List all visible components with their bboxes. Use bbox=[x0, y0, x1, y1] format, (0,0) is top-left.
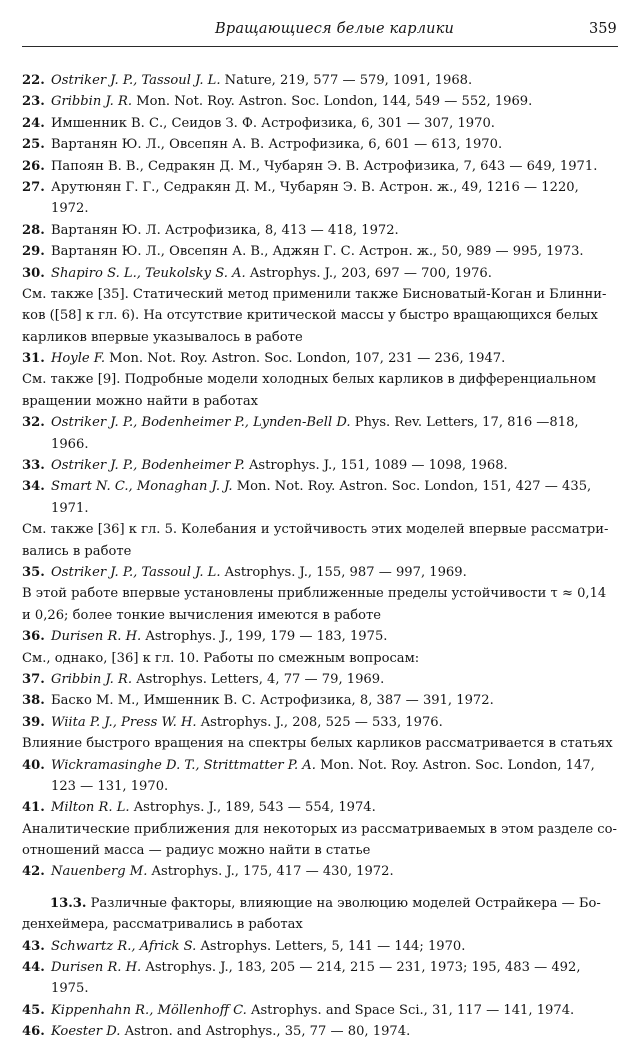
paragraph-line: и 0,26; более тонкие вычисления имеются в работе bbox=[22, 607, 382, 623]
reference-37: 37. Gribbin J. R. Astrophys. Letters, 4, 77 — 79, 1969. bbox=[22, 671, 385, 687]
reference-46: 46. Koester D. Astron. and Astrophys., 35, 77 — 80, 1974. bbox=[22, 1024, 411, 1040]
reference-authors: Shapiro S. L., Teukolsky S. A. bbox=[51, 265, 246, 281]
reference-29: 29. Вартанян Ю. Л., Овсепян А. В., Аджян Г. С. Астрон. ж., 50, 989 — 995, 1973. bbox=[22, 244, 584, 260]
reference-34-continued: 1971. bbox=[51, 500, 89, 516]
reference-26: 26. Папоян В. В., Седракян Д. М., Чубарян Э. В. Астрофизика, 7, 643 — 649, 1971. bbox=[22, 158, 598, 174]
paragraph-line: отношений масса — радиус можно найти в статье bbox=[22, 843, 371, 859]
reference-authors: Koester D. bbox=[51, 1024, 121, 1040]
reference-39: 39. Wiita P. J., Press W. H. Astrophys. J., 208, 525 — 533, 1976. bbox=[22, 714, 443, 730]
reference-44-continued: 1975. bbox=[51, 981, 89, 997]
reference-authors: Schwartz R., Africk S. bbox=[51, 938, 197, 954]
reference-32-continued: 1966. bbox=[51, 436, 89, 452]
reference-40: 40. Wickramasinghe D. T., Strittmatter P. A. Mon. Not. Roy. Astron. Soc. London, 147, bbox=[22, 757, 595, 773]
reference-44: 44. Durisen R. H. Astrophys. J., 183, 205 — 214, 215 — 231, 1973; 195, 483 — 492, bbox=[22, 960, 581, 976]
reference-authors: Nauenberg M. bbox=[51, 864, 148, 880]
reference-28: 28. Вартанян Ю. Л. Астрофизика, 8, 413 — 418, 1972. bbox=[22, 222, 399, 238]
reference-27-continued: 1972. bbox=[51, 201, 89, 217]
reference-authors: Gribbin J. R. bbox=[51, 94, 133, 110]
reference-list bbox=[22, 70, 618, 1043]
page-header bbox=[0, 21, 643, 43]
section-number: 13.3. bbox=[50, 895, 87, 911]
section-heading: 13.3. Различные факторы, влияющие на эволюцию моделей Острайкера — Бо- bbox=[50, 895, 601, 911]
reference-38: 38. Баско М. М., Имшенник В. С. Астрофизика, 8, 387 — 391, 1972. bbox=[22, 693, 494, 709]
reference-36: 36. Durisen R. H. Astrophys. J., 199, 179 — 183, 1975. bbox=[22, 629, 388, 645]
paragraph-line: В этой работе впервые установлены приближенные пределы устойчивости τ ≈ 0,14 bbox=[22, 586, 607, 602]
paragraph-line: Аналитические приближения для некоторых из рассматриваемых в этом разделе со- bbox=[22, 821, 617, 837]
reference-32: 32. Ostriker J. P., Bodenheimer P., Lynden-Bell D. Phys. Rev. Letters, 17, 816 —818, bbox=[22, 415, 579, 431]
reference-authors: Durisen R. H. bbox=[51, 629, 142, 645]
reference-35: 35. Ostriker J. P., Tassoul J. L. Astrophys. J., 155, 987 — 997, 1969. bbox=[22, 564, 467, 580]
section-spacer bbox=[22, 883, 618, 893]
section-heading-continued: денхеймера, рассматривались в работах bbox=[22, 917, 303, 933]
paragraph-line: См. также [35]. Статический метод применили также Бисноватый-Коган и Блинни- bbox=[22, 286, 607, 302]
reference-31: 31. Hoyle F. Mon. Not. Roy. Astron. Soc. London, 107, 231 — 236, 1947. bbox=[22, 351, 506, 367]
reference-40-continued: 123 — 131, 1970. bbox=[51, 778, 169, 794]
paragraph-line: См. также [36] к гл. 5. Колебания и устойчивость этих моделей впервые рассматри- bbox=[22, 522, 609, 538]
paragraph-line: См. также [9]. Подробные модели холодных белых карликов в дифференциальном bbox=[22, 372, 597, 388]
reference-authors: Smart N. C., Monaghan J. J. bbox=[51, 479, 233, 495]
reference-24: 24. Имшенник В. С., Сеидов З. Ф. Астрофизика, 6, 301 — 307, 1970. bbox=[22, 115, 495, 131]
reference-authors: Hoyle F. bbox=[51, 351, 106, 367]
reference-authors: Wickramasinghe D. T., Strittmatter P. A. bbox=[51, 757, 316, 773]
reference-authors: Ostriker J. P., Tassoul J. L. bbox=[51, 73, 221, 88]
reference-30: 30. Shapiro S. L., Teukolsky S. A. Astrophys. J., 203, 697 — 700, 1976. bbox=[22, 265, 492, 281]
paragraph-line: карликов впервые указывалось в работе bbox=[22, 329, 303, 345]
reference-authors: Gribbin J. R. bbox=[51, 671, 133, 687]
reference-34: 34. Smart N. C., Monaghan J. J. Mon. Not. Roy. Astron. Soc. London, 151, 427 — 435, bbox=[22, 479, 592, 495]
reference-43: 43. Schwartz R., Africk S. Astrophys. Letters, 5, 141 — 144; 1970. bbox=[22, 938, 466, 954]
reference-25: 25. Вартанян Ю. Л., Овсепян А. В. Астрофизика, 6, 601 — 613, 1970. bbox=[22, 137, 503, 153]
page-number: 359 bbox=[589, 21, 617, 37]
reference-authors: Ostriker J. P., Tassoul J. L. bbox=[51, 564, 221, 580]
reference-33: 33. Ostriker J. P., Bodenheimer P. Astrophys. J., 151, 1089 — 1098, 1968. bbox=[22, 458, 508, 474]
paragraph-line: ков ([58] к гл. 6). На отсутствие критической массы у быстро вращающихся белых bbox=[22, 308, 598, 324]
paragraph-line: вращении можно найти в работах bbox=[22, 393, 259, 409]
reference-41: 41. Milton R. L. Astrophys. J., 189, 543 — 554, 1974. bbox=[22, 800, 376, 816]
reference-23: 23. Gribbin J. R. Mon. Not. Roy. Astron. Soc. London, 144, 549 — 552, 1969. bbox=[22, 94, 533, 110]
reference-authors: Ostriker J. P., Bodenheimer P., Lynden-Bell D. bbox=[51, 415, 351, 431]
reference-22: 22. Ostriker J. P., Tassoul J. L. Nature, 219, 577 — 579, 1091, 1968. bbox=[22, 73, 473, 88]
paragraph-line: См., однако, [36] к гл. 10. Работы по смежным вопросам: bbox=[22, 650, 420, 666]
running-title: Вращающиеся белые карлики bbox=[215, 21, 455, 37]
reference-authors: Milton R. L. bbox=[51, 800, 130, 816]
reference-42: 42. Nauenberg M. Astrophys. J., 175, 417 — 430, 1972. bbox=[22, 864, 394, 880]
reference-authors: Ostriker J. P., Bodenheimer P. bbox=[51, 458, 245, 474]
reference-27: 27. Арутюнян Г. Г., Седракян Д. М., Чубарян Э. В. Астрон. ж., 49, 1216 — 1220, bbox=[22, 179, 579, 195]
reference-authors: Wiita P. J., Press W. H. bbox=[51, 714, 197, 730]
paragraph-line: Влияние быстрого вращения на спектры белых карликов рассматривается в статьях bbox=[22, 736, 613, 752]
reference-45: 45. Kippenhahn R., Möllenhoff C. Astrophys. and Space Sci., 31, 117 — 141, 1974. bbox=[22, 1002, 575, 1018]
reference-authors: Durisen R. H. bbox=[51, 960, 142, 976]
reference-authors: Kippenhahn R., Möllenhoff C. bbox=[51, 1002, 247, 1018]
paragraph-line: вались в работе bbox=[22, 543, 132, 559]
header-rule bbox=[22, 46, 618, 47]
